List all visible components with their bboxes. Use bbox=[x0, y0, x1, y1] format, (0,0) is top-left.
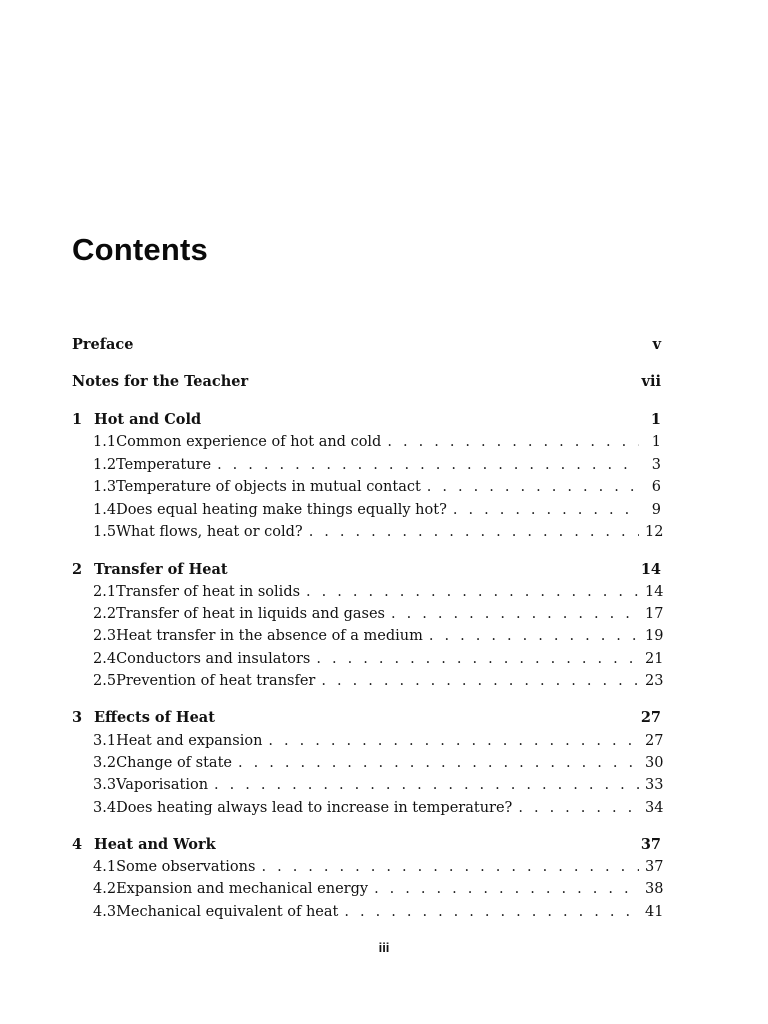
section-title: Conductors and insulators bbox=[116, 651, 311, 667]
toc-entry-page: vii bbox=[641, 373, 661, 390]
section-title: Expansion and mechanical energy bbox=[116, 881, 369, 897]
dot-leader bbox=[391, 603, 639, 625]
section-number: 4.3 bbox=[93, 904, 117, 920]
chapter-page: 27 bbox=[640, 709, 661, 726]
chapter-number: 3 bbox=[72, 709, 83, 726]
dot-leader bbox=[321, 670, 639, 692]
toc-entry-notes-for-teacher[interactable] bbox=[72, 371, 661, 393]
section-number: 2.2 bbox=[93, 606, 117, 622]
section-page: 14 bbox=[645, 584, 664, 600]
section-number: 3.2 bbox=[93, 755, 117, 771]
dot-leader bbox=[387, 431, 639, 453]
chapter-number: 1 bbox=[72, 411, 83, 428]
toc-section-2-2[interactable] bbox=[72, 603, 664, 625]
page-number: iii bbox=[378, 940, 390, 955]
dot-leader bbox=[374, 878, 639, 900]
section-title: Prevention of heat transfer bbox=[116, 673, 316, 689]
chapter-number: 4 bbox=[72, 836, 83, 853]
dot-leader bbox=[344, 901, 639, 923]
toc-section-1-3[interactable] bbox=[72, 476, 661, 498]
section-page: 37 bbox=[645, 859, 664, 875]
section-number: 4.2 bbox=[93, 881, 117, 897]
chapter-page: 14 bbox=[640, 561, 661, 578]
section-number: 1.1 bbox=[93, 434, 117, 450]
dot-leader bbox=[268, 730, 639, 752]
chapter-title: Heat and Work bbox=[94, 836, 216, 853]
section-title: Does heating always lead to increase in temperature? bbox=[116, 800, 513, 816]
section-title: Transfer of heat in solids bbox=[116, 584, 301, 600]
dot-leader bbox=[214, 774, 639, 796]
dot-leader bbox=[306, 581, 639, 603]
toc-section-3-2[interactable] bbox=[72, 752, 664, 774]
chapter-title: Effects of Heat bbox=[94, 709, 215, 726]
section-number: 1.5 bbox=[93, 524, 117, 540]
section-number: 2.5 bbox=[93, 673, 117, 689]
toc-section-4-3[interactable] bbox=[72, 901, 664, 923]
dot-leader bbox=[518, 797, 639, 819]
section-title: Some observations bbox=[116, 859, 256, 875]
toc-section-1-1[interactable] bbox=[72, 431, 661, 453]
toc-entry-preface[interactable] bbox=[72, 334, 661, 356]
dot-leader bbox=[309, 521, 639, 543]
section-page: 33 bbox=[645, 777, 664, 793]
section-page: 34 bbox=[645, 800, 664, 816]
section-page: 23 bbox=[645, 673, 664, 689]
chapter-page: 37 bbox=[640, 836, 661, 853]
chapter-page: 1 bbox=[650, 411, 661, 428]
section-number: 3.4 bbox=[93, 800, 117, 816]
section-number: 3.3 bbox=[93, 777, 117, 793]
toc-chapter-3[interactable] bbox=[72, 707, 661, 729]
toc-chapter-2[interactable] bbox=[72, 559, 661, 581]
section-title: Change of state bbox=[116, 755, 232, 771]
section-title: Heat and expansion bbox=[116, 733, 263, 749]
section-number: 3.1 bbox=[93, 733, 117, 749]
section-page: 9 bbox=[651, 502, 661, 518]
section-page: 41 bbox=[645, 904, 664, 920]
dot-leader bbox=[427, 476, 639, 498]
toc-section-3-3[interactable] bbox=[72, 774, 664, 796]
toc-entry-title: Preface bbox=[72, 336, 134, 353]
toc-section-4-1[interactable] bbox=[72, 856, 664, 878]
section-title: Common experience of hot and cold bbox=[116, 434, 382, 450]
toc-section-1-4[interactable] bbox=[72, 499, 661, 521]
toc-entry-title: Notes for the Teacher bbox=[72, 373, 249, 390]
toc-section-1-2[interactable] bbox=[72, 454, 661, 476]
section-title: Mechanical equivalent of heat bbox=[116, 904, 339, 920]
dot-leader bbox=[453, 499, 639, 521]
toc-section-2-4[interactable] bbox=[72, 648, 664, 670]
toc-section-3-1[interactable] bbox=[72, 730, 664, 752]
section-page: 1 bbox=[651, 434, 661, 450]
section-number: 1.2 bbox=[93, 457, 117, 473]
section-page: 27 bbox=[645, 733, 664, 749]
toc-section-4-2[interactable] bbox=[72, 878, 664, 900]
section-number: 4.1 bbox=[93, 859, 117, 875]
dot-leader bbox=[217, 454, 639, 476]
section-page: 3 bbox=[651, 457, 661, 473]
toc-entry-page: v bbox=[652, 336, 661, 353]
section-title: Temperature bbox=[116, 457, 212, 473]
page-title: Contents bbox=[72, 232, 208, 267]
section-number: 2.1 bbox=[93, 584, 117, 600]
dot-leader bbox=[261, 856, 639, 878]
chapter-number: 2 bbox=[72, 561, 83, 578]
section-number: 1.3 bbox=[93, 479, 117, 495]
dot-leader bbox=[429, 625, 639, 647]
dot-leader bbox=[238, 752, 639, 774]
toc-chapter-4[interactable] bbox=[72, 834, 661, 856]
section-title: Temperature of objects in mutual contact bbox=[116, 479, 421, 495]
dot-leader bbox=[316, 648, 639, 670]
chapter-title: Hot and Cold bbox=[94, 411, 202, 428]
toc-section-2-1[interactable] bbox=[72, 581, 664, 603]
section-title: Transfer of heat in liquids and gases bbox=[116, 606, 385, 622]
section-page: 12 bbox=[645, 524, 664, 540]
section-page: 6 bbox=[651, 479, 661, 495]
section-number: 2.3 bbox=[93, 628, 117, 644]
section-title: Vaporisation bbox=[116, 777, 209, 793]
toc-section-3-4[interactable] bbox=[72, 797, 664, 819]
toc-section-2-5[interactable] bbox=[72, 670, 664, 692]
section-title: Heat transfer in the absence of a medium bbox=[116, 628, 423, 644]
section-number: 1.4 bbox=[93, 502, 117, 518]
toc-section-1-5[interactable] bbox=[72, 521, 664, 543]
section-page: 38 bbox=[645, 881, 664, 897]
chapter-title: Transfer of Heat bbox=[94, 561, 228, 578]
section-page: 21 bbox=[645, 651, 664, 667]
toc-section-2-3[interactable] bbox=[72, 625, 664, 647]
section-page: 17 bbox=[645, 606, 664, 622]
section-number: 2.4 bbox=[93, 651, 117, 667]
section-page: 30 bbox=[645, 755, 664, 771]
section-title: Does equal heating make things equally hot? bbox=[116, 502, 447, 518]
section-page: 19 bbox=[645, 628, 664, 644]
section-title: What flows, heat or cold? bbox=[116, 524, 303, 540]
toc-chapter-1[interactable] bbox=[72, 409, 661, 431]
